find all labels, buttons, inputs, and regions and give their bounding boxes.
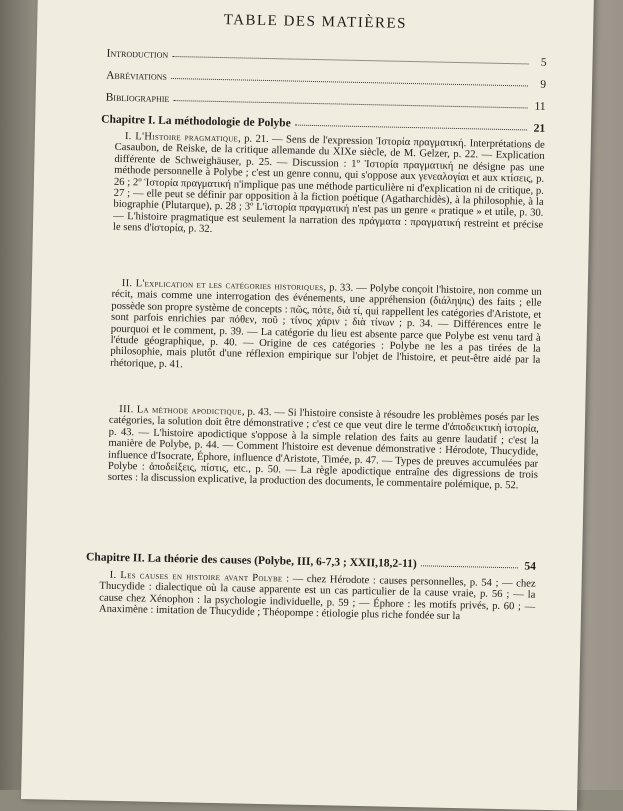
toc-leader-dots (173, 100, 527, 108)
toc-entry-bibliographie (106, 88, 546, 113)
section-text: , p. 43. — Si l'histoire consiste à résoudre les problèmes posés par les catégories, la solution doit être démonstrative ; c'est ce que veut dire le terme d'ἀποδεικτικὴ ἱστορία, p. 43. — L'histoire apodictique s'oppose à la simple relation des faits au genre laudatif ; c'est la manière de Polybe, p. 44. — Comment l'histoire est devenue démonstrative : Hérodote, Thucydide, influence d'Isocrate, Éphore, influence d'Aristote, Timée, p. 47. — Types de preuves accumulées par Polybe : ἀποδείξεις, πίστις, etc., p. 50. — La règle apodictique entraîne des digressions de trois sortes : la discussion explicative, la production des documents, le commentaire polémique, p. 52. (107, 406, 540, 492)
toc-entry-abreviations (106, 66, 546, 91)
toc-leader-dots (172, 56, 528, 64)
toc-entry-label: Abréviations (106, 69, 168, 83)
toc-entry-page: 11 (534, 100, 546, 113)
chapter-2-label: Chapitre II. La théorie des causes (Polybe, III, 6-7,3 ; XXII,18,2-11) (85, 551, 417, 571)
toc-entry-page: 5 (540, 56, 547, 69)
toc-entry-label: Introduction (106, 47, 169, 61)
chapter-1-page: 21 (533, 122, 546, 135)
toc-chapter-2 (86, 547, 536, 572)
section-heading: I. Les causes en histoire avant Polybe (109, 569, 283, 585)
section-text: : — chez Hérodote : causes personnelles, p. 54 ; — chez Thucydide : dialectique où la cause apparente est un cas particulier de la cause vraie, p. 56 ; — la cause chez Xénophon : la psychologie individuelle, p. 59 ; — Éphore : les motifs privés, p. 60 ; — Anaximène : imitation de Thucydide ; Théopompe : étiologie plus riche fondée sur la (98, 573, 536, 623)
section-heading: II. L'explication et les catégories historiques (121, 277, 324, 294)
book-page (21, 0, 594, 811)
toc-leader-dots (171, 78, 528, 86)
toc-entry-introduction (106, 44, 546, 69)
section-heading: III. La méthode apodictique (119, 403, 243, 418)
chapter-1-section-3 (108, 404, 540, 493)
toc-leader-dots (421, 565, 518, 568)
chapter-2-section-1 (99, 570, 536, 625)
section-text: , p. 21. — Sens de l'expression Ἱστορία πραγματική. Interprétations de Casaubon, de Reiske, de la critique allemande du XIXe siècle, de M. Gelzer, p. 22. — Explication différente de Schweighäuser, p. 25. — Discussion : 1º Ἱστορία πραγματική ne désigne pas une méthode personnelle à Polybe ; c'est un genre connu, qui s'oppose aux γενεαλογίαι et aux κτίσεις, p. 26 ; 2º Ἱστορία πραγματική n'implique pas une méthode particulière ni d'explication ni de critique, p. 27 ; — elle peut se définir par opposition à la fiction poétique (Agatharchidès), à la philosophie, à la biographie (Plutarque), p. 28 ; 3º L'ἱστορία πραγματική n'est pas un genre « pratique » et utile, p. 30. — L'histoire pragmatique est seulement la narration des πράγματα : πραγματική restreint et précise le sens d'ἱστορία, p. 32. (112, 133, 545, 236)
chapter-1-label: Chapitre I. La méthodologie de Polybe (101, 113, 291, 130)
toc-entry-page: 9 (540, 78, 547, 91)
toc-entry-label: Bibliographie (105, 91, 170, 105)
chapter-1-section-2 (110, 278, 542, 378)
chapter-2-page: 54 (524, 560, 537, 573)
page-title: TABLE DES MATIÈRES (223, 12, 408, 32)
section-text: , p. 33. — Polybe conçoit l'histoire, non comme un récit, mais comme une interrogation des événements, une appréhension (διάληψις) des faits ; elle possède son propre système de concepts : πῶς, πότε, διὰ τί, qui rappellent les catégories d'Aristote, et sont parfois enrichies par πόθεν, ποῦ ; τίνος χάριν ; διὰ τίνων ; p. 34. — Différences entre le pourquoi et le comment, p. 39. — La catégorie du lieu est absente parce que Polybe est venu tard à l'étude géographique, p. 40. — Origine de ces catégories : Polybe ne les a pas tirées de la philosophie, mais plutôt d'une réflexion empirique sur l'objet de l'histoire, et peut-être aidé par la rhétorique, p. 41. (110, 282, 542, 371)
section-heading: I. L'Histoire pragmatique (124, 131, 239, 145)
chapter-1-section-1 (113, 131, 545, 243)
toc-leader-dots (295, 125, 527, 131)
